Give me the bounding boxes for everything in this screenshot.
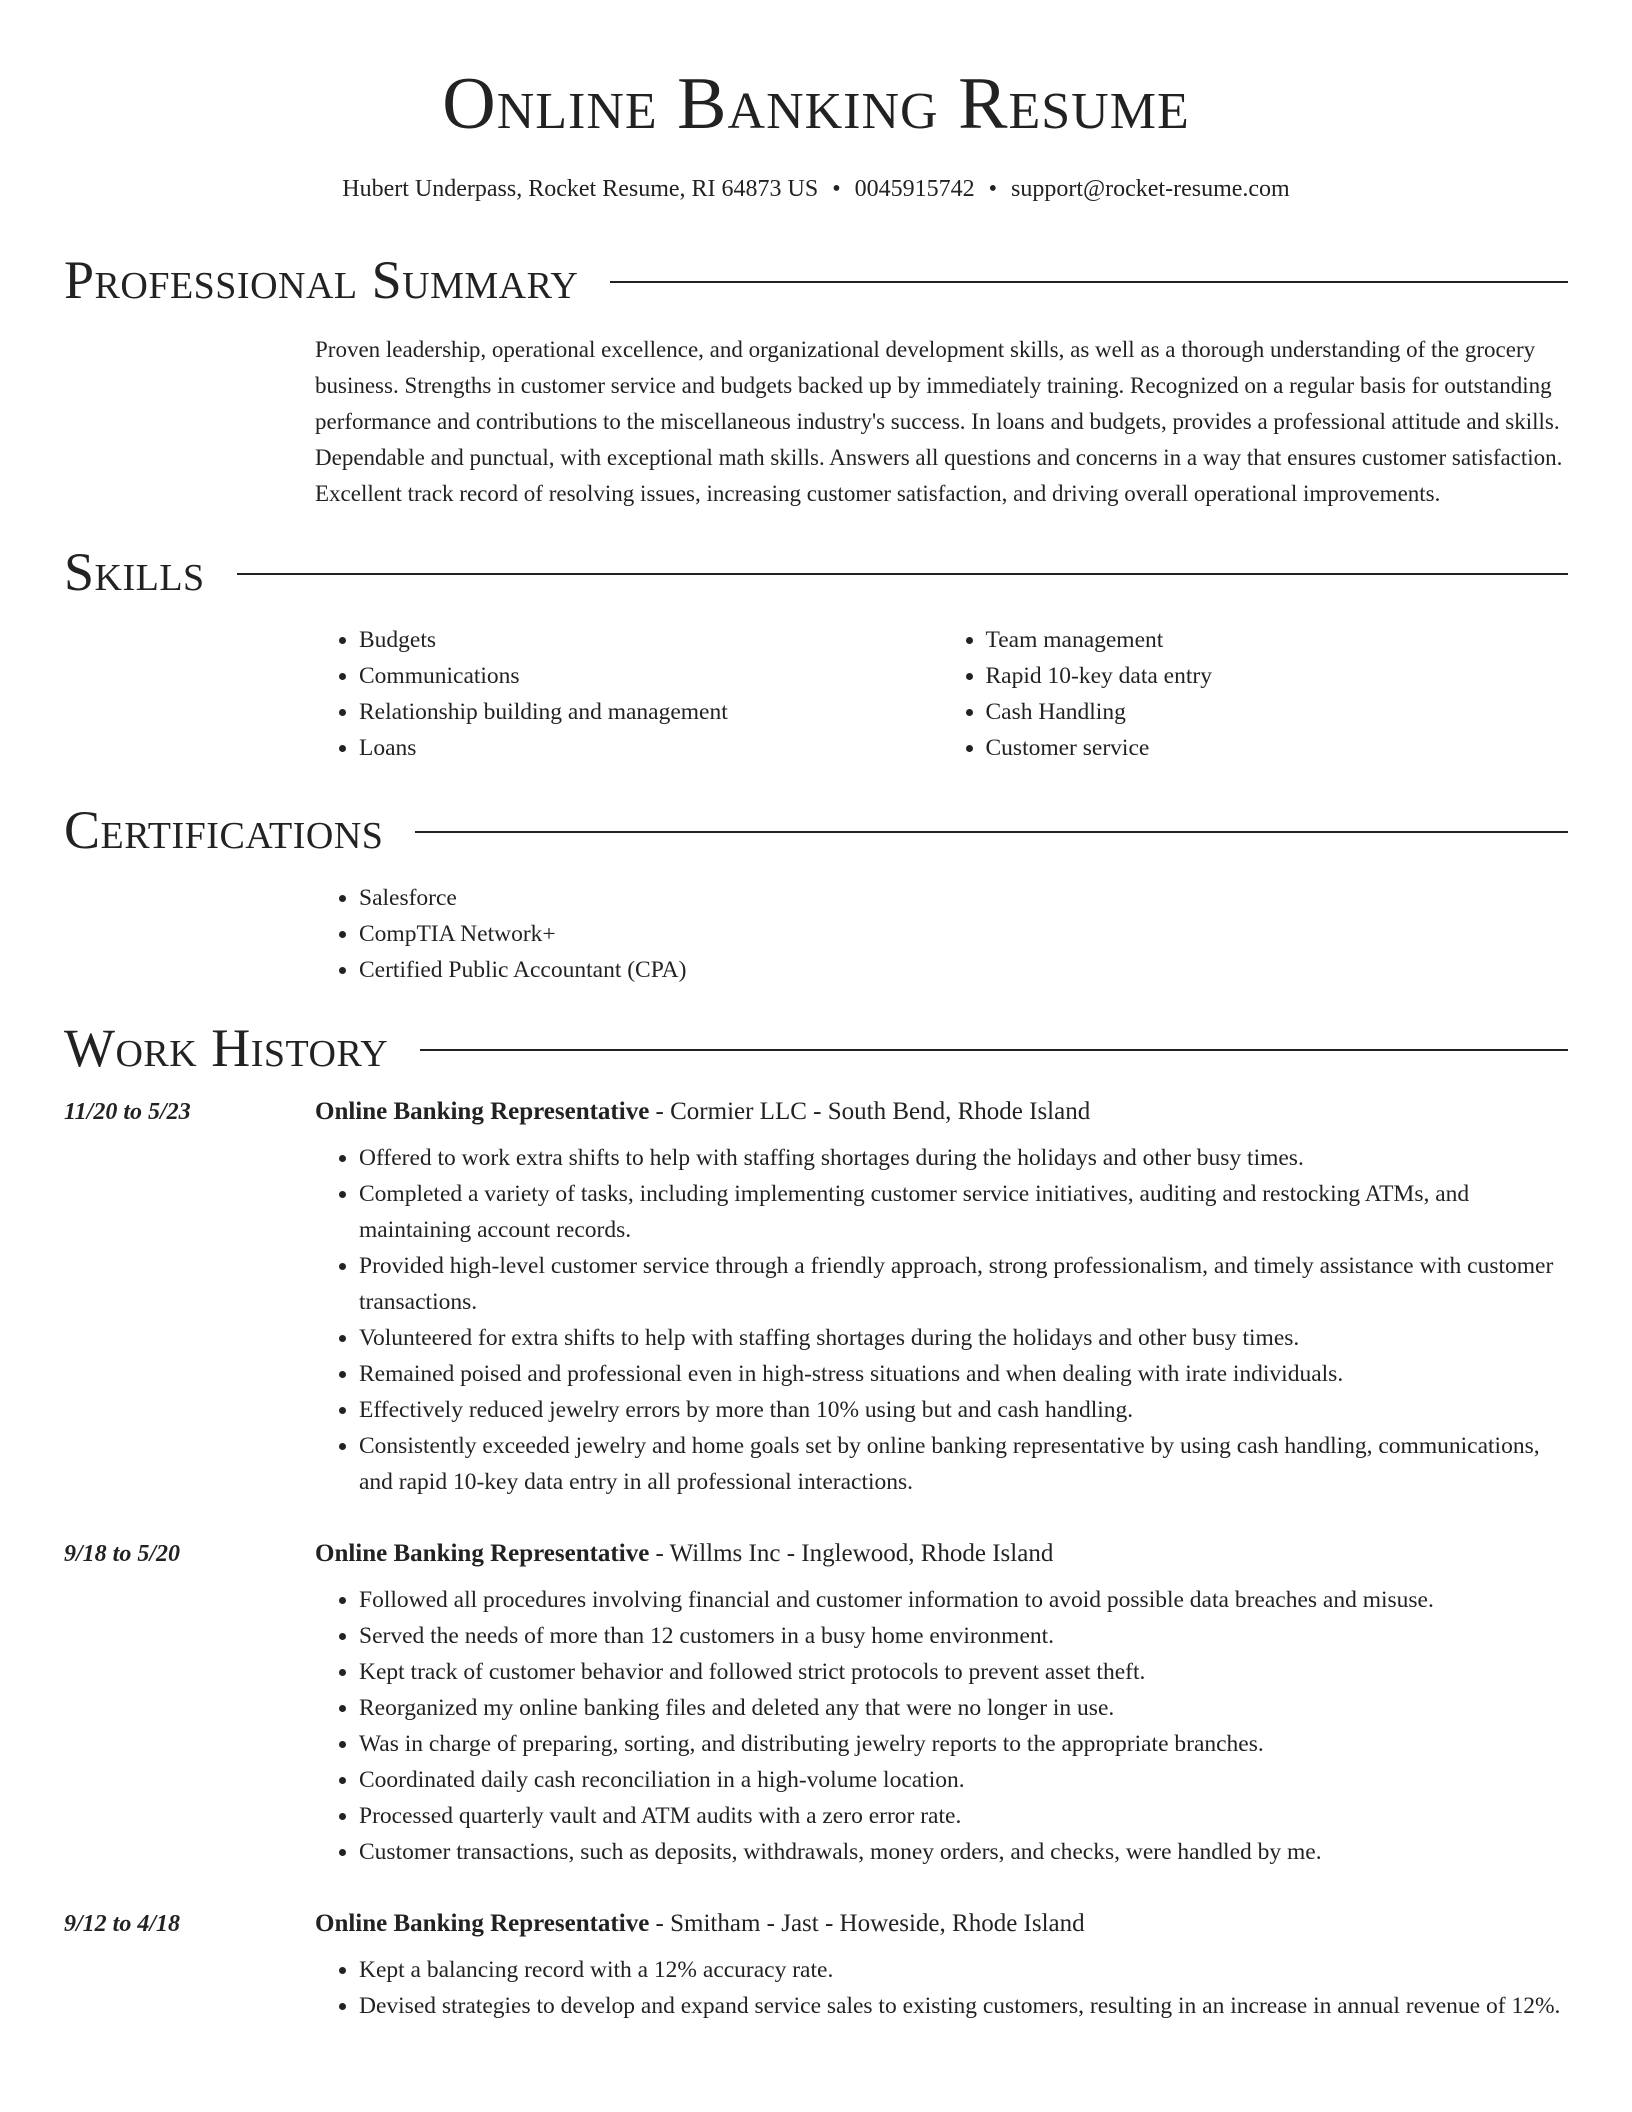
skill-item: • Loans [359, 730, 942, 766]
skills-heading: Skills [64, 542, 205, 602]
skill-item: • Cash Handling [986, 694, 1569, 730]
skills-section-header [64, 540, 1568, 604]
job-entry [64, 1096, 1568, 1500]
job-bullet: • Offered to work extra shifts to help with staffing shortages during the holidays and other busy times. [359, 1140, 1568, 1176]
job-bullet: • Devised strategies to develop and expand service sales to existing customers, resulting in an increase in annual revenue of 12%. [359, 1988, 1568, 2024]
job-bullets [315, 1140, 1568, 1500]
job-entry [64, 1538, 1568, 1870]
contact-address: Hubert Underpass, Rocket Resume, RI 64873 US [342, 176, 819, 202]
job-content [315, 1908, 1568, 2024]
certification-item: • Certified Public Accountant (CPA) [359, 952, 1568, 988]
summary-section [315, 332, 1568, 512]
job-company: - Cormier LLC - South Bend, Rhode Island [649, 1098, 1091, 1125]
resume-title: Online Banking Resume [442, 63, 1190, 145]
skills-list-right [942, 622, 1569, 766]
contact-line [64, 174, 1568, 204]
work-section-header [64, 1016, 1568, 1080]
job-bullet: • Consistently exceeded jewelry and home goals set by online banking representative by using cash handling, communications, and rapid 10-key data entry in all professional interactions. [359, 1428, 1568, 1500]
job-bullet: • Provided high-level customer service through a friendly approach, strong professionalism, and timely assistance with customer transactions. [359, 1248, 1568, 1320]
job-content [315, 1538, 1568, 1870]
job-entry [64, 1908, 1568, 2024]
job-bullet: • Customer transactions, such as deposits, withdrawals, money orders, and checks, were handled by me. [359, 1834, 1568, 1870]
job-bullet: • Was in charge of preparing, sorting, and distributing jewelry reports to the appropriate branches. [359, 1726, 1568, 1762]
job-company: - Willms Inc - Inglewood, Rhode Island [649, 1540, 1054, 1567]
certifications-list [315, 880, 1568, 988]
skill-item: • Relationship building and management [359, 694, 942, 730]
job-bullet: • Kept a balancing record with a 12% accuracy rate. [359, 1952, 1568, 1988]
contact-separator: • [832, 176, 841, 202]
certification-item: • Salesforce [359, 880, 1568, 916]
section-divider [610, 281, 1568, 283]
work-heading: Work History [64, 1018, 389, 1078]
contact-email: support@rocket-resume.com [1011, 176, 1290, 202]
job-heading [315, 1908, 1568, 1940]
job-bullet: • Reorganized my online banking files and deleted any that were no longer in use. [359, 1690, 1568, 1726]
certifications-heading: Certifications [64, 800, 384, 860]
section-divider [415, 831, 1568, 833]
job-bullet: • Completed a variety of tasks, including implementing customer service initiatives, auditing and restocking ATMs, and maintaining account records. [359, 1176, 1568, 1248]
job-dates: 11/20 to 5/23 [64, 1099, 191, 1125]
job-heading [315, 1538, 1568, 1570]
job-title: Online Banking Representative [315, 1910, 650, 1937]
job-bullet: • Effectively reduced jewelry errors by more than 10% using but and cash handling. [359, 1392, 1568, 1428]
summary-text: Proven leadership, operational excellence, and organizational development skills, as well as a thorough understanding of the grocery business. Strengths in customer service and budgets backed up by immediately training. Recognized on a regular basis for outstanding performance and contributions to the miscellaneous industry's success. In loans and budgets, provides a professional attitude and skills. Dependable and punctual, with exceptional math skills. Answers all questions and concerns in a way that ensures customer satisfaction. Excellent track record of resolving issues, increasing customer satisfaction, and driving overall operational improvements. [315, 337, 1563, 506]
skills-list-left [315, 622, 942, 766]
skill-item: • Budgets [359, 622, 942, 658]
job-bullet: • Remained poised and professional even in high-stress situations and when dealing with irate individuals. [359, 1356, 1568, 1392]
job-bullet: • Kept track of customer behavior and followed strict protocols to prevent asset theft. [359, 1654, 1568, 1690]
section-divider [420, 1049, 1568, 1051]
certifications-section-header [64, 798, 1568, 862]
certification-item: • CompTIA Network+ [359, 916, 1568, 952]
contact-separator: • [988, 176, 998, 202]
resume-page [64, 0, 1568, 2024]
job-bullet: • Served the needs of more than 12 customers in a busy home environment. [359, 1618, 1568, 1654]
contact-phone: 0045915742 [854, 176, 975, 202]
certifications-section [315, 880, 1568, 988]
job-bullet: • Volunteered for extra shifts to help with staffing shortages during the holidays and other busy times. [359, 1320, 1568, 1356]
job-bullets [315, 1582, 1568, 1870]
job-bullet: • Processed quarterly vault and ATM audits with a zero error rate. [359, 1798, 1568, 1834]
job-title: Online Banking Representative [315, 1540, 650, 1567]
job-company: - Smitham - Jast - Howeside, Rhode Island [649, 1910, 1085, 1937]
job-bullet: • Followed all procedures involving financial and customer information to avoid possible data breaches and misuse. [359, 1582, 1568, 1618]
skills-section [315, 622, 1568, 766]
section-divider [237, 573, 1568, 575]
skill-item: • Customer service [986, 730, 1569, 766]
job-dates: 9/18 to 5/20 [64, 1541, 181, 1567]
skill-item: • Communications [359, 658, 942, 694]
job-title: Online Banking Representative [315, 1098, 650, 1125]
job-bullets [315, 1952, 1568, 2024]
skill-item: • Rapid 10-key data entry [986, 658, 1569, 694]
job-heading [315, 1096, 1568, 1128]
skill-item: • Team management [986, 622, 1569, 658]
job-dates: 9/12 to 4/18 [64, 1911, 181, 1937]
summary-section-header [64, 248, 1568, 312]
summary-heading: Professional Summary [64, 250, 579, 310]
job-bullet: • Coordinated daily cash reconciliation in a high-volume location. [359, 1762, 1568, 1798]
job-content [315, 1096, 1568, 1500]
